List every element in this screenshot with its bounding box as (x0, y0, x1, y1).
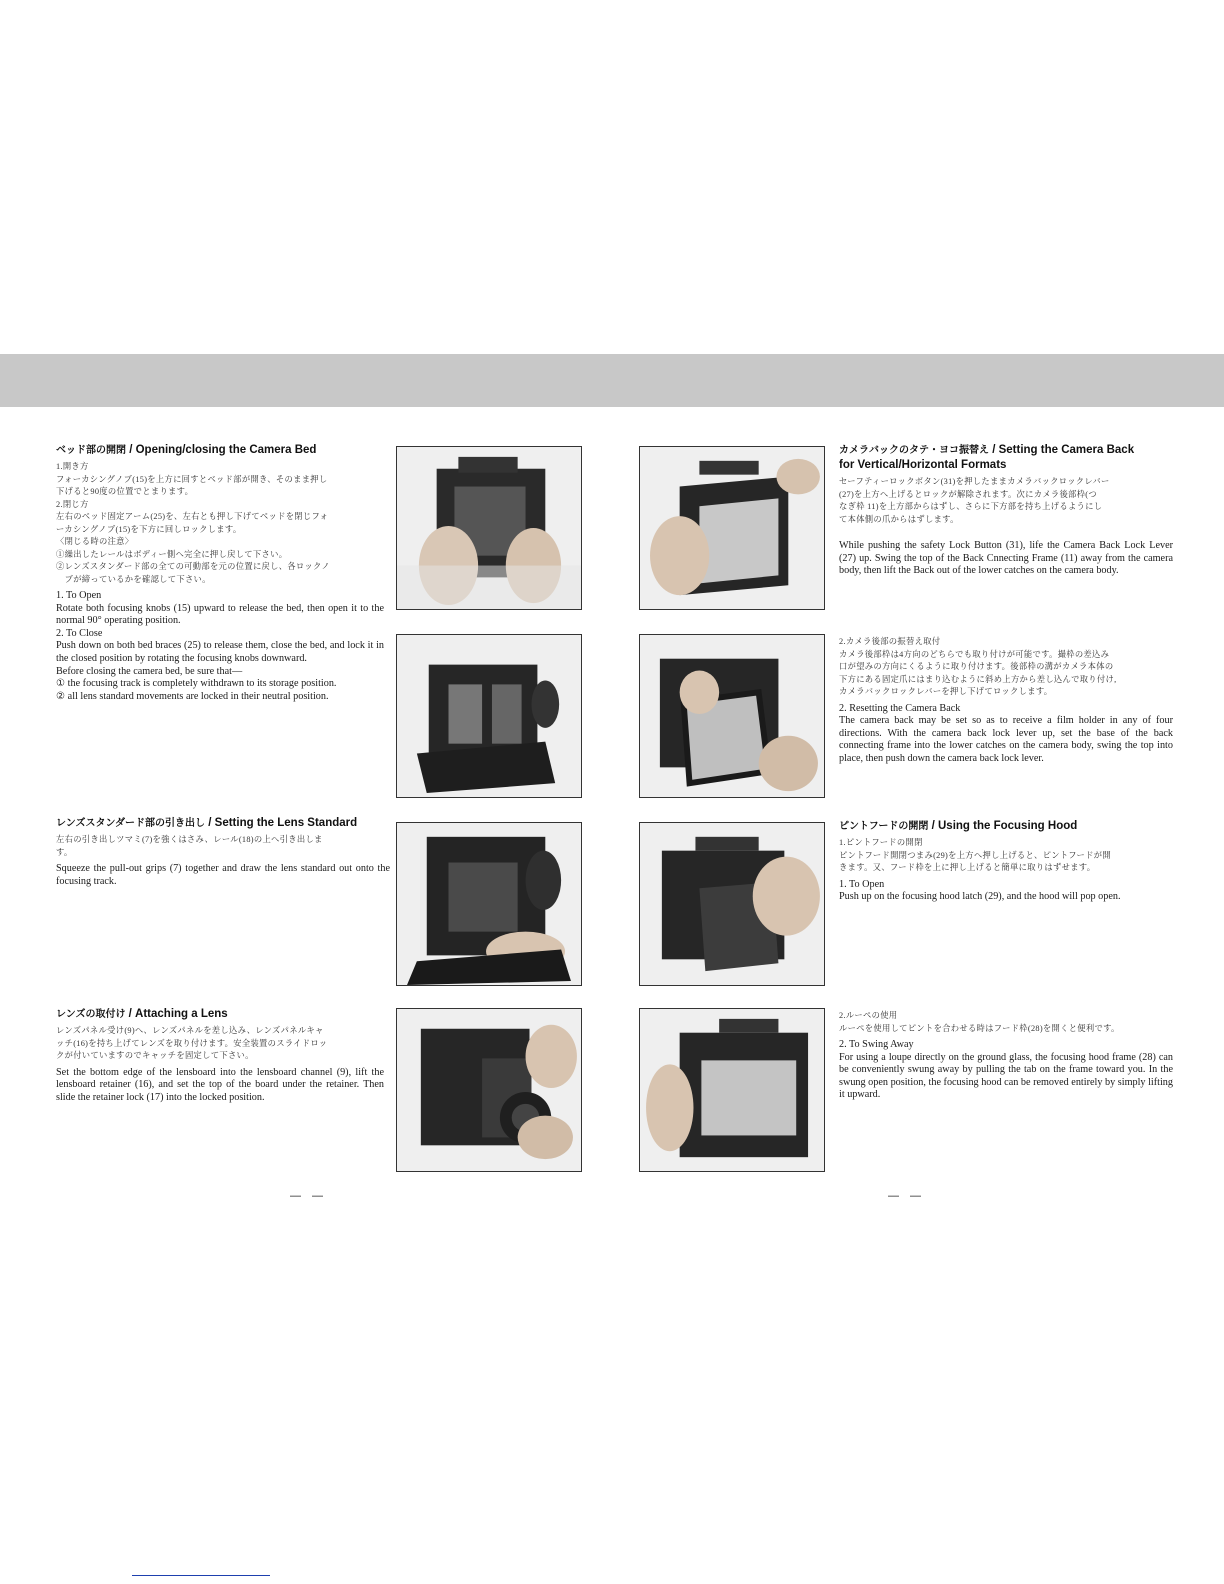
page-number-right: — — (888, 1190, 921, 1202)
section-swing-away (839, 1010, 1173, 1104)
english-text: 2. Resetting the Camera Back The camera back may be set so as to receive a film holder in any of four directions. With the camera back lock lever up, set the base of the back connecting frame into the lower catches on the camera body, swing the top into place, then push down the camera back lock lever. (839, 702, 1173, 764)
japanese-text: 1.開き方 フォーカシングノブ(15)を上方に回すとベッド部が開き、そのまま押し 下げると90度の位置でとまります。 2.閉じ方 左右のベッド固定アーム(25)を、左右とも押し下げてベッドを閉じフォ ーカシングノブ(15)を下方に回しロックします。 〈閉じる時の注意〉 ①繰出したレールはボディー側へ完全に押し戻して下さい。 ②レンズスタンダード部の全ての可動部を元の位置に戻し、各ロックノ ブが締っているかを確認して下さい。 (56, 462, 330, 584)
section-camera-back (839, 443, 1173, 580)
section-heading: カメラバックのタテ・ヨコ振替え / Setting the Camera Back for Vertical/Horizontal Formats (839, 444, 1135, 471)
footer-rule (132, 1575, 270, 1576)
english-text: 1. To Open Rotate both focusing knobs (15) upward to release the bed, then open it to the normal 90° operating position. 2. To Close Push down on both bed braces (25) to release them, close the bed, and lock it in the closed position by rotating the focusing knobs downward. Before closing the camera bed, be sure that— ① the focusing track is completely withdrawn to its storage position. ② all lens standard movements are locked in their neutral position. (56, 590, 384, 702)
section-heading: ベッド部の開閉 / Opening/closing the Camera Bed (56, 444, 317, 456)
section-camera-bed (56, 443, 384, 705)
japanese-text: レンズパネル受け(9)へ、レンズパネルを差し込み、レンズパネルキャ ッチ(16)を持ち上げてレンズを取り付けます。安全装置のスライドロッ クが付いていますのでキャッチを固定して下さい。 (56, 1026, 328, 1060)
page-number-left: — — (290, 1190, 323, 1202)
photo-swing-away (639, 1008, 825, 1172)
section-focusing-hood (839, 819, 1173, 906)
photo-opening-bed (396, 446, 582, 610)
photo-camera-back-release (639, 446, 825, 610)
japanese-text: 2.カメラ後部の振替え取付 カメラ後部枠は4方向のどちらでも取り付けが可能です。撮枠の差込み 口が望みの方向にくるように取り付けます。後部枠の溝がカメラ本体の 下方にある固定爪にはまり込むように斜め上方から差し込んで取り付け, カメラバックロックレバーを押し下げてロックします。 (839, 637, 1117, 696)
section-heading: レンズの取付け / Attaching a Lens (56, 1008, 228, 1020)
photo-attaching-lens (396, 1008, 582, 1172)
photo-closing-bed (396, 634, 582, 798)
english-text: 1. To Open Push up on the focusing hood latch (29), and the hood will pop open. (839, 878, 1121, 903)
english-text: Set the bottom edge of the lensboard into the lensboard channel (9), lift the lensboard retainer (16), and set the top of the board under the retainer. Then slide the retainer lock (17) into the locked position. (56, 1066, 384, 1103)
photo-camera-back-reset (639, 634, 825, 798)
japanese-text: 2.ルーペの使用 ルーペを使用してピントを合わせる時はフード枠(28)を開くと便利です。 (839, 1011, 1120, 1033)
section-reset-back (839, 636, 1173, 767)
section-heading: ピントフードの開閉 / Using the Focusing Hood (839, 820, 1078, 832)
japanese-text: 1.ピントフードの開閉 ピントフード開閉つまみ(29)を上方へ押し上げると、ピントフードが開 きます。又、フード枠を上に押し上げると簡単に取りはずせます。 (839, 838, 1111, 872)
japanese-text: セーフティーロックボタン(31)を押したままカメラバックロックレバー (27)を上方へ上げるとロックが解除されます。次にカメラ後部枠(つ なぎ枠 11)を上方部からはずし、さらに下方部を持ち上げるようにし て本体側の爪からはずします。 (839, 477, 1110, 524)
english-text: Squeeze the pull-out grips (7) together and draw the lens standard out onto the focusing track. (56, 863, 390, 887)
photo-lens-standard (396, 822, 582, 986)
photo-focusing-hood-open (639, 822, 825, 986)
section-lens-standard (56, 816, 390, 890)
section-attaching-lens (56, 1007, 384, 1106)
section-heading: レンズスタンダード部の引き出し / Setting the Lens Standard (56, 817, 358, 829)
japanese-text: 左右の引き出しツマミ(7)を強くはさみ、レール(18)の上へ引き出しま す。 (56, 835, 323, 857)
english-text: While pushing the safety Lock Button (31), life the Camera Back Lock Lever (27) up. Swing the top of the Back Cnnecting Frame (11) away from the camera body, then lift the Back out of the lower catches on the camera body. (839, 540, 1173, 577)
english-text: 2. To Swing Away For using a loupe directly on the ground glass, the focusing hood frame (28) can be conveniently swung away by pulling the tab on the frame toward you. In the swung open position, the focusing hood can be removed entirely by simply lifting it upward. (839, 1039, 1173, 1101)
header-band (0, 354, 1224, 407)
